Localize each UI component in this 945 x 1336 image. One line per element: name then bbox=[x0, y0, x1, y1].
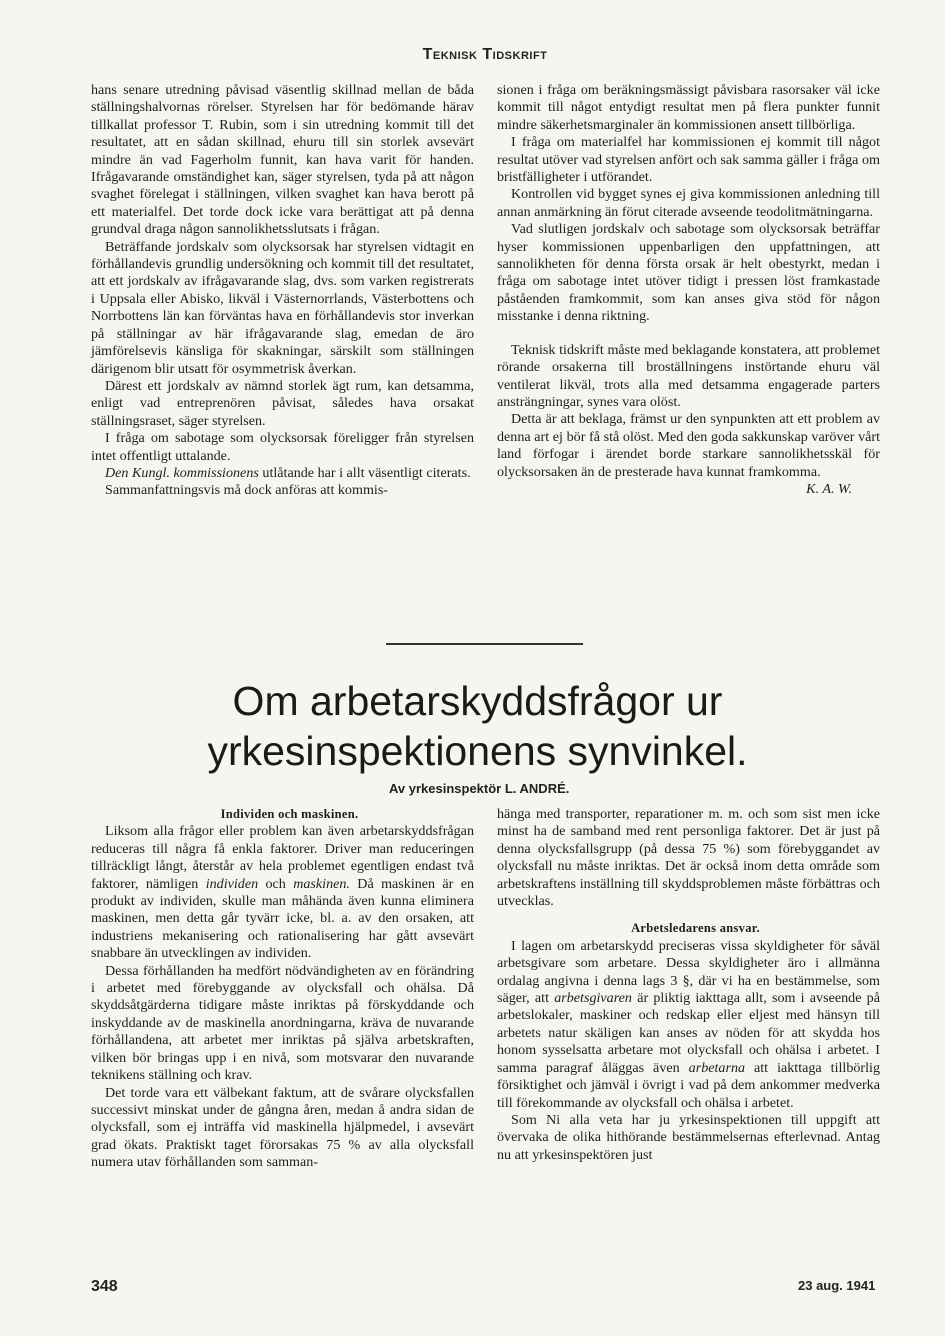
page-number: 348 bbox=[91, 1278, 118, 1295]
italic-text: arbetsgivaren bbox=[554, 990, 632, 1007]
section-divider bbox=[386, 643, 583, 645]
paragraph bbox=[497, 938, 880, 1112]
section-heading: Arbetsledarens ansvar. bbox=[631, 921, 760, 936]
text: utlåtande har i allt väsentligt citerats. bbox=[262, 464, 471, 481]
paragraph: Vad slutligen jordskalv och sabotage som olycksorsak beträffar hyser kommissionen uppenbarligen den uppfattningen, att sannolikheten för denna första orsak är helt obestyrkt, medan i fråga om sabotage intet utöver tidigt i pressen löst framkastade påståenden framkommit, som kan anses giva stöd för någon misstanke i denna riktning. bbox=[497, 221, 880, 325]
column-top-left bbox=[91, 82, 474, 500]
paragraph bbox=[91, 465, 474, 482]
paragraph: Dessa förhållanden ha medfört nödvändigheten av en förändring i arbetet med förebyggande av olycksfall och ohälsa. Då skyddsåtgärderna tidigare måste inriktas på förskyddande och inskyddande av de maskinella anordningarna, kräva de nuvarande förhållandena, att arbetet mer inriktas på själva arbetskraften, vilken bör bringas upp i en nivå, som motsvarar den nuvarande teknikens ställning och krav. bbox=[91, 962, 474, 1084]
italic-text: arbetarna bbox=[688, 1059, 746, 1076]
text: att iakttaga tillbörlig försiktighet och jämväl i övrigt i vad på dem ankommer medverka till förekommande av olycksfall och ohälsa i arbetet. bbox=[497, 1059, 880, 1111]
column-bottom-right bbox=[497, 806, 880, 1164]
text: I lagen om arbetarskydd preciseras vissa skyldigheter för såväl arbetsgivare som arbetare. Dessa skyldigheter äro i allmänna ordalag angivna i denna lags 3 §, där vi ha en bestämmelse, som säger, att bbox=[497, 937, 880, 1007]
italic-text: individen bbox=[205, 875, 259, 892]
paragraph: Det torde vara ett välbekant faktum, att de svårare olycksfallen successivt minskat under de gångna åren, medan å andra sidan de olycksfall, som ej inträffa vid maskinella hjälpmedel, i avsevärt grad ökats. Praktiskt taget förorsakas 75 % av alla olycksfall numera utav förhållanden som samman- bbox=[91, 1084, 474, 1171]
issue-date: 23 aug. 1941 bbox=[798, 1278, 876, 1293]
paragraph: I fråga om materialfel har kommissionen ej kommit till något resultat utöver vad styrelsen anfört och sak samma gäller i fråga om bristfälligheter i utförandet. bbox=[497, 134, 880, 186]
column-top-right bbox=[497, 82, 880, 498]
italic-text: maskinen. bbox=[293, 875, 350, 892]
paragraph: Som Ni alla veta har ju yrkesinspektionen till uppgift att övervaka de olika hithörande bestämmelsernas efterlevnad. Antag nu att yrkesinspektören just bbox=[497, 1111, 880, 1163]
text: Då maskinen är en produkt av individen, skulle man måhända även kunna eliminera maskinen, men detta går tyvärr icke, bl. a. av den orsaken, att industriens mekanisering och rationalisering har gått avsevärt snabbare än utvecklingen av individen. bbox=[91, 875, 474, 962]
paragraph: hänga med transporter, reparationer m. m. och som sist men icke minst ha de samband med rent personliga faktorer. Det är just på denna olycksfallsgrupp (på dessa 75 %) som förebyggandet av olycksfall nu måste inriktas. Det är också inom detta område som arbetskraftens inställning till skyddsproblemen måste förbättras och utvecklas. bbox=[497, 806, 880, 910]
text: är pliktig iakttaga allt, som i avseende på arbetslokaler, maskiner och redskap eller eljest med hänsyn till arbetets natur skäligen kan anses av nöden för att skydda hos honom sysselsatta arbetare mot olycksfall och ohälsa i arbetet. I samma paragraf åläggas även bbox=[497, 990, 880, 1076]
signature: K. A. W. bbox=[806, 480, 852, 497]
article-title: Om arbetarskyddsfrågor ur yrkesinspektionens synvinkel. bbox=[207, 678, 748, 774]
paragraph: Sammanfattningsvis må dock anföras att kommis- bbox=[105, 482, 388, 499]
text: Liksom alla frågor eller problem kan även arbetarskyddsfrågan reduceras till några få enkla faktorer. Driver man reduceringen tillräckligt långt, återstår av hela problemet egentligen endast två faktorer, nämligen bbox=[91, 823, 474, 892]
paragraph: Beträffande jordskalv som olycksorsak har styrelsen vidtagit en förhållandevis grundlig undersökning och kommit till det resultatet, att ett jordskalv av ifrågavarande slag, dvs. som varken registrerats i Uppsala eller Abisko, likväl i Västernorrlands, Västerbottens och Norrbottens län kan förväntas hava en förhållandevis stor inverkan på ställningar av här ifrågavarande slag, emedan de äro jämförelsevis känsliga för skakningar, särskilt som ställningen därigenom blir utsatt för osymmetrisk åverkan. bbox=[91, 238, 474, 377]
running-head: Teknisk Tidskrift bbox=[422, 46, 548, 63]
paragraph: hans senare utredning påvisad väsentlig skillnad mellan de båda ställningshalvornas rörelser. Styrelsen har för bedömande härav tillkallat professor T. Rubin, som i sin utredning kommit till det resultatet, att en sådan skillnad, ehuru till sin storlek avsevärt mindre än vad Fagerholm funnit, kan hava varit för handen. Ifrågavarande omständighet kan, säger styrelsen, tyda på att någon svaghet förelegat i ställningen, vilken svaghet kan hava berott på ett materialfel. Det torde dock icke vara berättigat att på denna grundval draga någon sannolikhetsslutsats i frågan. bbox=[91, 82, 474, 238]
text: och bbox=[265, 875, 286, 892]
italic-text: Den Kungl. kommissionens bbox=[105, 464, 259, 481]
column-bottom-left bbox=[91, 806, 474, 1172]
paragraph: Därest ett jordskalv av nämnd storlek ägt rum, kan detsamma, enligt vad entreprenören påvisat, således hava orsakat ställningsraset, säger styrelsen. bbox=[91, 377, 474, 429]
paragraph: Kontrollen vid bygget synes ej giva kommissionen anledning till annan anmärkning än förut citerade avseende teodolitmätningarna. bbox=[497, 186, 880, 220]
paragraph: Detta är att beklaga, främst ur den synpunkten att ett problem av denna art ej bör få stå olöst. Med den goda sakkunskap varöver vårt land förfogar i ärendet borde starkare sannolikhetsskäl för olycksorsaken än de presterade hava kunnat framkomma. bbox=[497, 411, 880, 480]
paragraph: sionen i fråga om beräkningsmässigt påvisbara rasorsaker väl icke kommit till något entydigt resultat men på flera punkter funnit mindre säkerhetsmarginaler än kommissionen ansett tillbörliga. bbox=[497, 82, 880, 133]
paragraph bbox=[91, 823, 474, 962]
article-byline: Av yrkesinspektör L. ANDRÉ. bbox=[389, 781, 570, 796]
paragraph: Teknisk tidskrift måste med beklagande konstatera, att problemet rörande orsakerna till broställningens instörtande ehuru väl ventilerat likväl, trots alla med detsamma engagerade parters ansträngningar, synes vara olöst. bbox=[497, 341, 880, 410]
section-heading: Individen och maskinen. bbox=[220, 807, 359, 821]
paragraph: I fråga om sabotage som olycksorsak föreligger från styrelsen intet offentligt uttalande. bbox=[91, 430, 474, 464]
